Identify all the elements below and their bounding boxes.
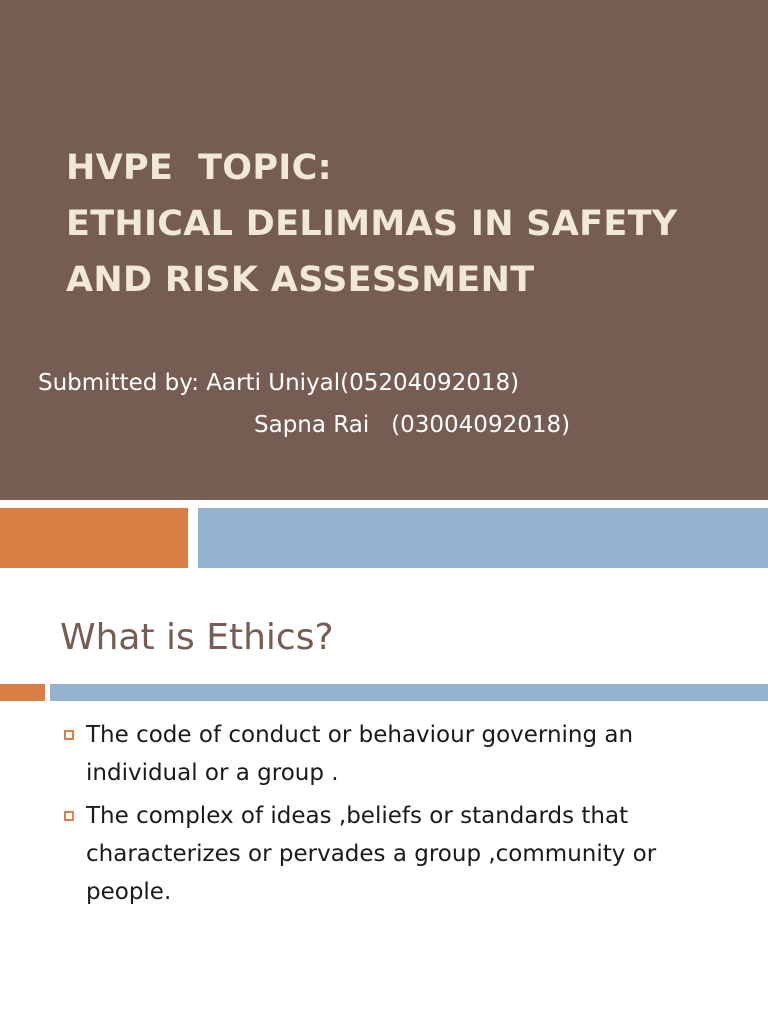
- submitted-by-line: Submitted by: Aarti Uniyal(05204092018): [38, 370, 520, 396]
- heading-underline-blue: [50, 684, 768, 701]
- title-line-2: ETHICAL DELIMMAS IN SAFETY: [66, 204, 678, 244]
- hollow-square-bullet-icon: [64, 730, 74, 740]
- second-member-line: Sapna Rai (03004092018): [254, 412, 571, 438]
- bullet-item: [64, 716, 744, 792]
- hollow-square-bullet-icon: [64, 811, 74, 821]
- bullet-text: The complex of ideas ,beliefs or standards that characterizes or pervades a group ,community or people.: [86, 803, 657, 905]
- slide-title: [66, 140, 746, 308]
- bullet-list: [64, 716, 744, 916]
- title-line-1: HVPE TOPIC:: [66, 148, 332, 188]
- title-line-3: AND RISK ASSESSMENT: [66, 260, 535, 300]
- heading-underline-orange: [0, 684, 45, 701]
- accent-bar-orange: [0, 508, 188, 568]
- title-slide: [0, 0, 768, 500]
- slide-heading: What is Ethics?: [60, 617, 334, 658]
- bullet-text: The code of conduct or behaviour governing an individual or a group .: [86, 722, 634, 786]
- bullet-item: [64, 797, 744, 911]
- accent-bar-blue: [198, 508, 768, 568]
